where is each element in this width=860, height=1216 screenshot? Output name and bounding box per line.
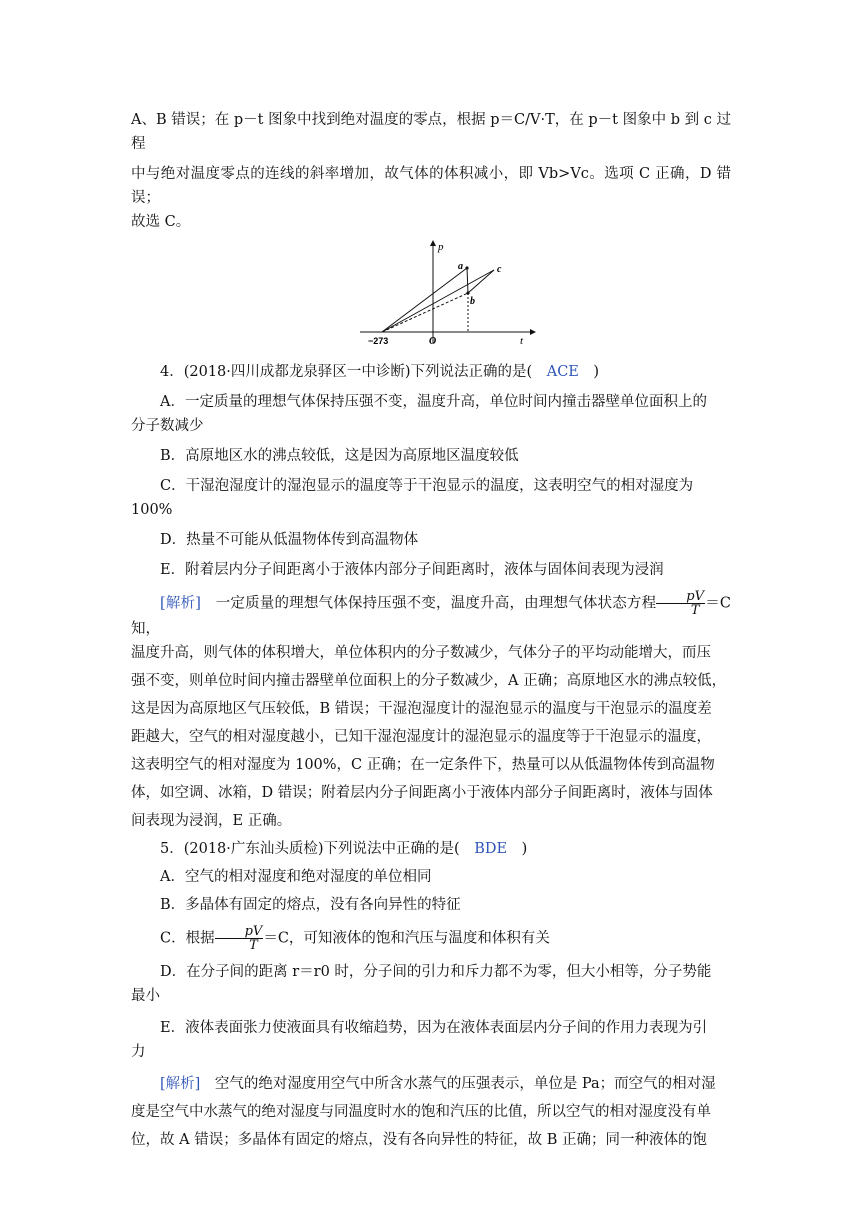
minus-273-label: −273 [368, 336, 389, 346]
q4-analysis-line-7: 体，如空调、冰箱，D 错误；附着层内分子间距离小于液体内部分子间距离时，液体与固体 [131, 785, 713, 801]
q4-analysis-label: [解析] [160, 595, 201, 612]
q5-option-e-cont: 力 [131, 1044, 146, 1060]
pt-graph [360, 238, 540, 348]
point-b-dot [466, 291, 469, 294]
q4-analysis-line-8: 间表现为浸润，E 正确。 [131, 813, 292, 829]
q5-stem-text: 5．(2018·广东汕头质检)下列说法中正确的是( [160, 841, 475, 857]
line-to-a [382, 268, 467, 332]
q4-option-a: A．一定质量的理想气体保持压强不变，温度升高，单位时间内撞击器壁单位面积上的 [160, 394, 707, 410]
fraction-numerator: pV [656, 590, 705, 604]
q4-option-a-cont: 分子数减少 [131, 418, 204, 434]
pv-over-t-fraction [656, 590, 705, 617]
q5-analysis-text: 空气的绝对湿度用空气中所含水蒸气的压强表示，单位是 Pa；而空气的相对湿 [200, 1076, 716, 1092]
q4-stem-text: 4．(2018·四川成都龙泉驿区一中诊断)下列说法正确的是( [160, 364, 547, 380]
t-axis-label: t [520, 335, 524, 347]
q5-analysis-label: [解析] [160, 1076, 201, 1092]
q4-stem [131, 360, 731, 384]
q4-analysis-line-1 [131, 590, 731, 641]
q5-option-d-cont: 最小 [131, 988, 160, 1004]
origin-label: O [429, 336, 437, 347]
q4-answer: ACE [546, 364, 579, 380]
q4-option-d: D．热量不可能从低温物体传到高温物体 [160, 532, 419, 548]
q5-stem [131, 837, 731, 861]
segment-bc [468, 270, 494, 293]
point-b-label: b [470, 296, 475, 307]
q5-option-c [131, 925, 731, 952]
q5-analysis-line-3: 位，故 A 错误；多晶体有固定的熔点，没有各向异性的特征，故 B 正确；同一种液体的饱 [131, 1132, 708, 1148]
p-axis-arrow [430, 240, 436, 246]
point-c-label: c [497, 264, 502, 275]
q4-option-b: B．高原地区水的沸点较低，这是因为高原地区温度较低 [160, 448, 519, 464]
q5-option-a: A．空气的相对湿度和绝对湿度的单位相同 [160, 869, 432, 885]
q4-analysis-tail: ＝C 知， [131, 595, 731, 637]
pv-over-t-fraction-c [215, 925, 264, 952]
line-to-c [382, 270, 494, 332]
q4-option-c-cont: 100% [131, 502, 173, 518]
q4-analysis-line-5: 距越大，空气的相对湿度越小，已知干湿泡湿度计的湿泡显示的温度等于干泡显示的温度， [131, 729, 711, 745]
q4-analysis-line-2: 温度升高，则气体的体积增大，单位体积内的分子数减少，气体分子的平均动能增大，而压 [131, 645, 711, 661]
q5-stem-close: ) [507, 841, 528, 857]
fraction-denominator-c: T [249, 938, 258, 953]
q3-analysis-line-3: 故选 C。 [131, 214, 191, 230]
q4-analysis-text: 一定质量的理想气体保持压强不变，温度升高，由理想气体状态方程 [200, 595, 657, 612]
pt-graph-figure [131, 238, 731, 358]
q5-option-c-text: C．根据 [160, 930, 215, 947]
q5-option-e: E．液体表面张力使液面具有收缩趋势，因为在液体表面层内分子间的作用力表现为引 [160, 1020, 708, 1036]
p-axis-label: p [438, 241, 444, 253]
q3-analysis-line-1: A、B 错误；在 p－t 图象中找到绝对温度的零点，根据 p＝C/V·T，在 p－t 图象中 b 到 c 过程 [131, 112, 731, 152]
segment-ab [467, 268, 468, 293]
q4-option-e: E．附着层内分子间距离小于液体内部分子间距离时，液体与固体间表现为浸润 [160, 562, 664, 578]
t-axis-arrow [530, 329, 536, 335]
line-to-b-dashed [382, 293, 468, 332]
fraction-numerator-c: pV [215, 925, 264, 939]
q4-analysis-line-3: 强不变，则单位时间内撞击器壁单位面积上的分子数减少，A 正确；高原地区水的沸点较低， [131, 673, 727, 689]
q4-analysis-line-4: 这是因为高原地区气压较低，B 错误；干湿泡湿度计的湿泡显示的温度与干泡显示的温度差 [131, 701, 712, 717]
fraction-denominator: T [690, 603, 700, 618]
point-a-label: a [458, 261, 463, 272]
q4-option-c: C．干湿泡湿度计的湿泡显示的温度等于干泡显示的温度，这表明空气的相对湿度为 [160, 478, 694, 494]
point-a-dot [465, 266, 468, 269]
q5-answer: BDE [474, 841, 508, 857]
q4-stem-close: ) [578, 364, 600, 380]
q5-analysis-line-1 [131, 1072, 731, 1096]
document-page [131, 0, 731, 1152]
q5-option-b: B．多晶体有固定的熔点，没有各向异性的特征 [160, 897, 461, 913]
q5-option-d: D．在分子间的距离 r＝r0 时，分子间的引力和斥力都不为零，但大小相等，分子势能 [160, 964, 712, 980]
q3-analysis-line-2: 中与绝对温度零点的连线的斜率增加，故气体的体积减小，即 Vb>Vc。选项 C 正确，D 错误； [131, 166, 731, 206]
q4-analysis-line-6: 这表明空气的相对湿度为 100%，C 正确；在一定条件下，热量可以从低温物体传到高温物 [131, 757, 715, 773]
q5-analysis-line-2: 度是空气中水蒸气的绝对湿度与同温度时水的饱和汽压的比值，所以空气的相对湿度没有单 [131, 1104, 711, 1120]
q5-option-c-tail: ＝C，可知液体的饱和汽压与温度和体积有关 [263, 930, 550, 947]
